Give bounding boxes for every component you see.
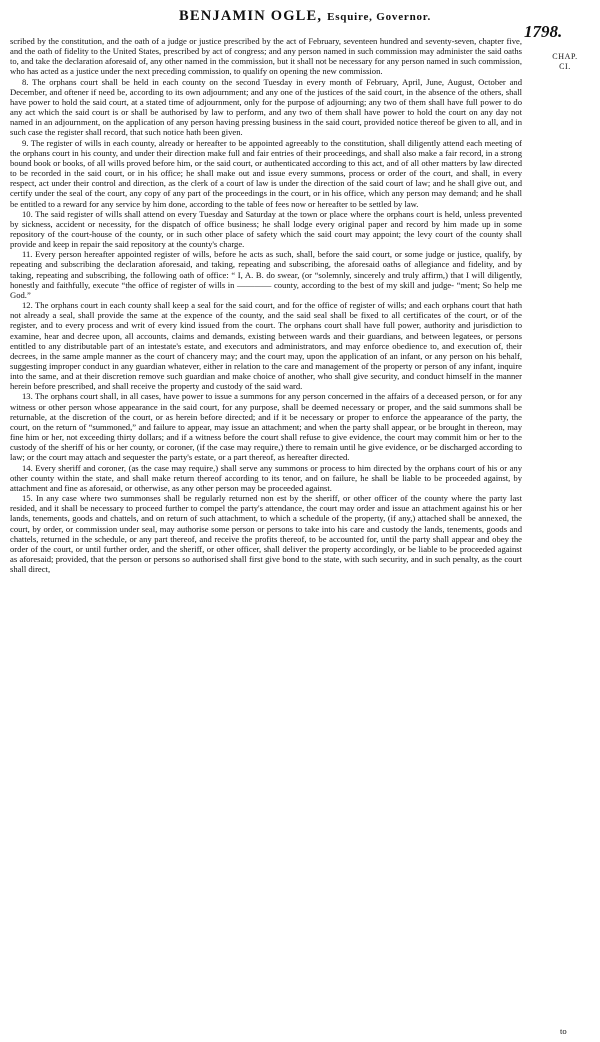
- header-title: Esquire, Governor.: [327, 11, 432, 23]
- section-8: 8. The orphans court shall be held in each county on the second Tuesday in every month of February, April, June, August, October and December, and oftener if need be, according to its own adjournment; and any one of the justices of the said court, in the absence of the others, shall have power to hold the said court, at a stated time of adjournment, only for the purpose of adjourning; any two of them shall have full power to do any act which the said court is or shall be authorised by law to perform, and any two of them shall have power to hold the court on any day not named in an adjournment, on the application of any person having pressing business in the said court, provided notice thereof be given to all, and in such case the register shall record, that such notice hath been given.: [10, 76, 522, 138]
- header-name: BENJAMIN OGLE,: [178, 8, 323, 24]
- body-text: [10, 36, 522, 1036]
- section-10: 10. The said register of wills shall attend on every Tuesday and Saturday at the town or place where the orphans court is held, unless prevented by sickness, accident or necessity, for the dispatch of office business; he shall lodge every original paper and record by him made up in some repository of the court-house of the county, or in such other place of safety which the said court may appoint; the levy court of the county shall provide and keep in repair the said repository at the county's charge.: [10, 208, 522, 250]
- paragraph-continuation: scribed by the constitution, and the oath of a judge or justice prescribed by the act of February, seventeen hundred and seventy-seven, chapter five, and the oath of fidelity to the United States, prescribed by act of congress; and any person named in such commission may administer the said oaths to, and take the declaration aforesaid of, any other named in the commission, but it shall not be necessary for any person named in such commission, who has acted as a justice under the next preceding commission, to qualify on opening the new commission.: [10, 36, 522, 77]
- section-15: 15. In any case where two summonses shall be regularly returned non est by the sheriff, or other officer of the county where the party last resided, and it shall be necessary to proceed further to compel the party's attendance, the court may order and issue an attachment against his or her lands, tenements, goods and chattels, and on return of such attachment, to which a schedule of the property, (if any,) attached shall be annexed, the court, by order, or commission under seal, may authorise some person or persons to take into his care and custody the lands, tenements, goods and chattels, returned in the schedule, or any part thereof, and receive the profits thereof, to be accounted for, until the party shall appear and obey the order of the court, or until further order, and the sheriff, or other officer, shall deliver the property accordingly, or be liable to be proceeded against as aforesaid; provided, that the person or persons so authorised shall first give bond to the state, with such security, and in such penalty, as the court shall direct,: [10, 493, 522, 575]
- section-14: 14. Every sheriff and coroner, (as the case may require,) shall serve any summons or process to him directed by the orphans court of his or any other county within the state, and shall make return thereof according to its tenor, and on failure, he shall be liable to be proceeded against, by attachment and fine as aforesaid, or otherwise, as any other person may be proceeded against.: [10, 462, 522, 493]
- catchword: to: [560, 1026, 567, 1036]
- section-9: 9. The register of wills in each county, already or hereafter to be appointed agreeably to the constitution, shall diligently attend each meeting of the orphans court in his county, and under their direction make full and fair entries of their proceedings, and shall also make a fair record, in a strong bound book or books, of all wills proved before him, or the said court, or authenticated according to this act, and of all other matters by law directed to be recorded in the said court, or in his office; he shall make out and issue every summons, process or order of the court, and shall, in every respect, act under their control and direction, as the clerk of a court of law is under the direction of the said court of law; and he shall give out, and certify under the seal of the court, any copy of any part of the proceedings in the court, or in his office, which any person may demand; and he shall be entitled to a reward for any service by him done, according to the table of fees now or hereafter to be settled by law.: [10, 137, 522, 209]
- page-year: 1798.: [524, 22, 563, 41]
- chapter-margin-note: [536, 52, 594, 72]
- chapter-number: CI.: [559, 62, 571, 71]
- running-header: [95, 8, 515, 25]
- section-12: 12. The orphans court in each county shall keep a seal for the said court, and for the office of register of wills; and each orphans court that hath not already a seal, shall provide the same at the expence of the county, and the said seal shall be fixed to all certificates of the court, or of the register, and to every process and writ of every kind issued from the court. The orphans court shall have full power, authority and jurisdiction to examine, hear and decree upon, all accounts, claims and demands, existing between wards and their guardians, and between legatees, or persons entitled to any distributable part of an intestate's estate, and executors and administrators, and may enforce obedience to, and execution of, their decrees, in the same ample manner as the court of chancery may; and the court may, upon the application of an infant, or any person on his behalf, suggesting improper conduct in any guardian whatever, either in relation to the care and management of the property or person of any infant, inquire into the same, and at their discretion remove such guardian and make choice of another, who shall give security, and conduct himself in the manner herein before prescribed, and shall receive the property and custody of the said ward.: [10, 300, 522, 392]
- section-11: 11. Every person hereafter appointed register of wills, before he acts as such, shall, before the said court, or some judge or justice, qualify, by repeating and subscribing the declaration aforesaid, and taking, repeating and subscribing, the aforesaid oaths of allegiance and fidelity, and by taking, repeating and subscribing, the following oath of office: “ I, A. B. do swear, (or “solemnly, sincerely and truly affirm,) that I will diligently, honestly and faithfully, execute “the office of register of wills in ———— county, according to the best of my skill and judge- “ment; So help me God.”: [10, 249, 522, 300]
- chapter-label: CHAP.: [552, 52, 578, 61]
- section-13: 13. The orphans court shall, in all cases, have power to issue a summons for any person concerned in the affairs of a deceased person, or for any witness or other person whose appearance in the said court, for any purpose, shall be deemed necessary or proper, and the said summons shall be returnable, at the discretion of the court, or as herein before directed; and if it be necessary or proper to enforce the appearance of the party, the court, on the return of “summoned,” and failure to appear, may issue an attachment; and when the party shall appear, or be brought in thereon, may fine him or her, not exceeding thirty dollars; and if a witness before the court shall refuse to give evidence, the court may commit him or her to the custody of the sheriff of his or her county, or coroner, (if the case may require,) there to remain until he give evidence, or be discharged according to law; or the court may attach and sequester the party's estate, or a part thereof, as hereafter directed.: [10, 391, 522, 463]
